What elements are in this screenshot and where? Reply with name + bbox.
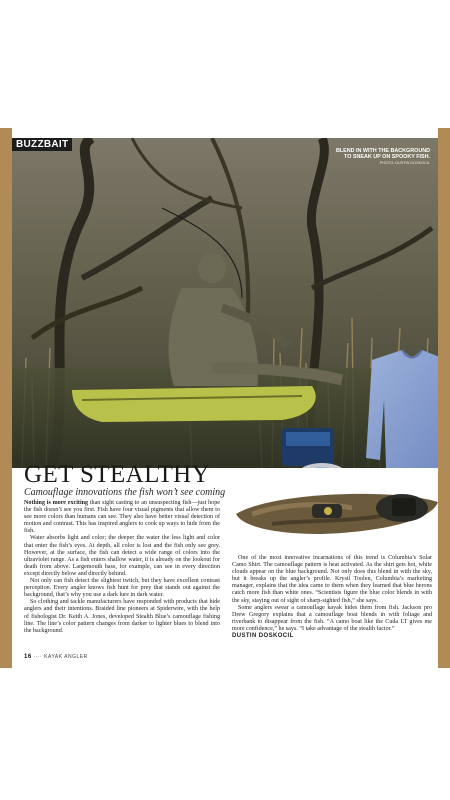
paragraph: Nothing is more exciting than sight casting to an unsuspecting fish—just hope the fish doesn’t see you first. Fish have four visual pigments that allow them to see more colors than humans can see. They also have better visual detection of motion and contrast. This has inspired anglers to cook up ways to hide from the fish. (24, 500, 220, 535)
paragraph: Water absorbs light and color; the deeper the water the less light and color that enter the fish’s eyes. At depth, all color is lost and the fish only see grey. However, at the surface, the fish can detect a wide range of colors into the ultraviolet range. As a fish enters shallow water, it is already on the lookout for death from above. Largemouth bass, for example, can see in every direction except directly below and directly behind. (24, 535, 220, 577)
paragraph: One of the most innovative incarnations of this trend is Columbia’s Solar Camo Shirt. The camouflage pattern is heat activated. As the shirt gets hot, white clouds appear on the blue background. Not only does this blend in with the sky, but it breaks up the angler’s profile. Krystl Toolen, Columbia’s marketing manager, explains that the idea came to them when they learned that blue herons catch more fish than white ones. “Scientists figure the blue color blends in with the sky, staying out of sight of sharp-sighted fish,” she says. (232, 555, 432, 604)
camo-kayak-illustration (232, 480, 442, 542)
page-number: 16 (24, 654, 32, 660)
article-column-left (24, 500, 220, 635)
photo-credit: PHOTO: DUSTIN DOSKOCIL (379, 160, 430, 165)
right-page-edge (438, 128, 450, 668)
camo-kayak-graphic (232, 480, 442, 542)
paragraph: Some anglers swear a camouflage kayak hides them from fish. Jackson pro Drew Gregory explains that a camouflage boat blends in with foliage and riverbank to disappear from the fish. “A camo boat like the Cuda LT gives me more confidence,” he says. “I take advantage of the stealth factor.” DUSTIN DOSKOCIL (232, 604, 432, 640)
article-column-right (232, 555, 432, 640)
publication-name: KAYAK ANGLER (44, 654, 88, 660)
paragraph: Not only can fish detect the slightest twitch, but they have excellent contrast perception. Every angler knows fish hunt for prey that stands out against the background, that’s why you use a dark lure in dark water. (24, 578, 220, 599)
byline: DUSTIN DOSKOCIL (232, 633, 294, 640)
page-footer: 16 ···· KAYAK ANGLER (24, 654, 88, 660)
section-tag: BUZZBAIT (12, 138, 72, 151)
paragraph: So clothing and tackle manufacturers have responded with products that hide anglers and their intentions. Braided line pioneers at Spiderwire, with the help of fishologist Dr. Keith A. Jones, developed Stealth Blue’s camouflage fishing line. The line’s color pattern changes from darker to lighter blues to blend into the background. (24, 599, 220, 634)
magazine-page (0, 128, 450, 668)
subhead: Camouflage innovations the fish won’t see coming (24, 487, 226, 498)
photo-caption: BLEND IN WITH THE BACKGROUND TO SNEAK UP ON SPOOKY FISH. PHOTO: DUSTIN DOSKOCIL (335, 148, 430, 165)
left-page-edge (0, 128, 12, 668)
headline: GET STEALTHY (24, 461, 211, 488)
